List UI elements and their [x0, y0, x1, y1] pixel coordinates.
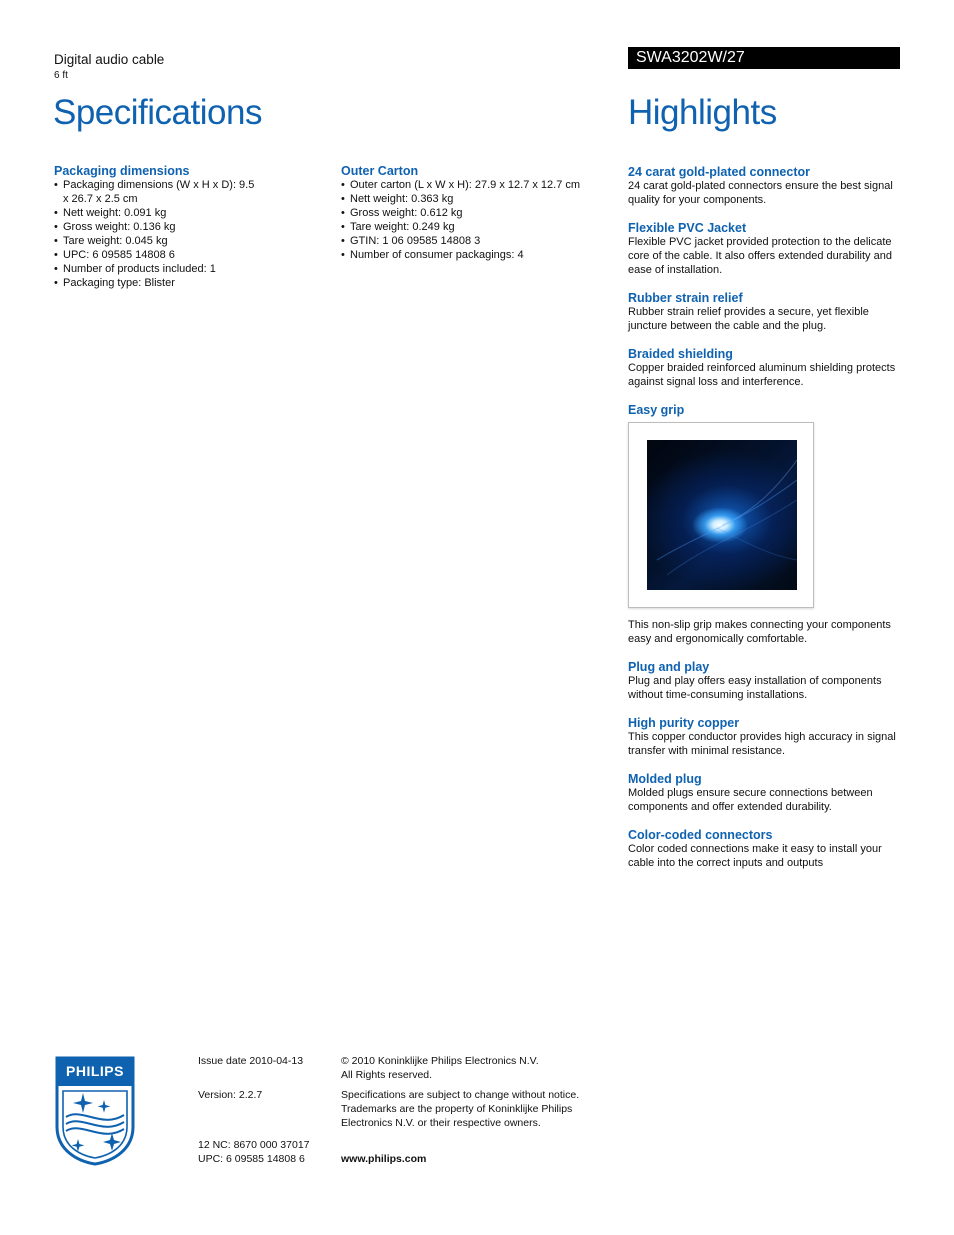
version: Version: 2.2.7 [198, 1089, 263, 1101]
light-streaks-graphic [647, 440, 797, 590]
highlight-heading: Molded plug [628, 772, 702, 786]
highlight-item [628, 165, 903, 207]
spec-item: • UPC: 6 09585 14808 6 [54, 248, 304, 262]
spec-item: • Packaging dimensions (W x H x D): 9.5 x 26.7 x 2.5 cm [54, 178, 258, 206]
model-number-bar [628, 47, 900, 69]
disclaimer-line: Specifications are subject to change without notice. [341, 1089, 580, 1101]
product-photo [647, 440, 797, 590]
spec-item: • Nett weight: 0.091 kg [54, 206, 304, 220]
highlights-title: Highlights [628, 93, 777, 132]
highlight-text: 24 carat gold-plated connectors ensure the best signal quality for your components. [628, 180, 893, 206]
highlight-heading: Flexible PVC Jacket [628, 221, 747, 235]
footer-upc: UPC: 6 09585 14808 6 [198, 1153, 305, 1165]
spec-item: • Tare weight: 0.045 kg [54, 234, 304, 248]
specifications-title: Specifications [53, 93, 262, 132]
disclaimer-line: Electronics N.V. or their respective owners. [341, 1117, 541, 1129]
highlight-heading: Braided shielding [628, 347, 733, 361]
highlight-item [628, 291, 903, 333]
philips-logo [54, 1055, 136, 1172]
model-number: SWA3202W/27 [636, 49, 745, 66]
highlight-heading: Rubber strain relief [628, 291, 743, 305]
product-size: 6 ft [54, 70, 68, 81]
highlight-item [628, 828, 903, 870]
spec-section-packaging [54, 164, 304, 290]
copyright: © 2010 Koninklijke Philips Electronics N.V. [341, 1055, 539, 1067]
spec-list [341, 178, 611, 262]
highlight-item [628, 660, 903, 702]
highlight-heading: High purity copper [628, 716, 740, 730]
spec-section-heading: Outer Carton [341, 164, 419, 178]
highlight-text: Flexible PVC jacket provided protection to the delicate core of the cable. It also offers extended durability and ease of installation. [628, 236, 892, 276]
issue-date: Issue date 2010-04-13 [198, 1055, 304, 1067]
spec-item: • GTIN: 1 06 09585 14808 3 [341, 234, 611, 248]
highlights-list [628, 165, 903, 884]
highlight-text: This non-slip grip makes connecting your components easy and ergonomically comfortable. [628, 619, 891, 645]
spec-item: • Gross weight: 0.612 kg [341, 206, 611, 220]
spec-list [54, 178, 304, 290]
product-name: Digital audio cable [54, 52, 165, 67]
spec-section-outer-carton [341, 164, 611, 262]
highlight-item-easy-grip [628, 403, 903, 646]
highlight-text: Molded plugs ensure secure connections between components and offer extended durability. [628, 787, 873, 813]
highlight-text: Copper braided reinforced aluminum shielding protects against signal loss and interference. [628, 362, 896, 388]
highlight-item [628, 221, 903, 277]
spec-section-heading: Packaging dimensions [54, 164, 190, 178]
highlight-item [628, 772, 903, 814]
spec-item: • Packaging type: Blister [54, 276, 304, 290]
spec-item: • Gross weight: 0.136 kg [54, 220, 304, 234]
highlight-text: Color coded connections make it easy to install your cable into the correct inputs and outputs [628, 843, 882, 869]
spec-item: • Tare weight: 0.249 kg [341, 220, 611, 234]
spec-item: • Number of consumer packagings: 4 [341, 248, 611, 262]
highlight-heading: Easy grip [628, 403, 685, 417]
spec-item: • Nett weight: 0.363 kg [341, 192, 611, 206]
highlight-item [628, 716, 903, 758]
spec-item: • Number of products included: 1 [54, 262, 304, 276]
disclaimer-line: Trademarks are the property of Koninklijke Philips [341, 1103, 573, 1115]
philips-wordmark: PHILIPS [66, 1063, 124, 1079]
nc-number: 12 NC: 8670 000 37017 [198, 1139, 310, 1151]
highlight-item [628, 347, 903, 389]
website-link[interactable]: www.philips.com [341, 1153, 427, 1165]
product-photo-frame [628, 422, 814, 608]
highlight-heading: Plug and play [628, 660, 710, 674]
highlight-heading: 24 carat gold-plated connector [628, 165, 810, 179]
spec-item: • Outer carton (L x W x H): 27.9 x 12.7 x 12.7 cm [341, 178, 611, 192]
rights-reserved: All Rights reserved. [341, 1069, 433, 1081]
highlight-heading: Color-coded connectors [628, 828, 773, 842]
highlight-text: This copper conductor provides high accuracy in signal transfer with minimal resistance. [628, 731, 896, 757]
highlight-text: Rubber strain relief provides a secure, yet flexible juncture between the cable and the plug. [628, 306, 869, 332]
highlight-text: Plug and play offers easy installation of components without time-consuming installations. [628, 675, 882, 701]
